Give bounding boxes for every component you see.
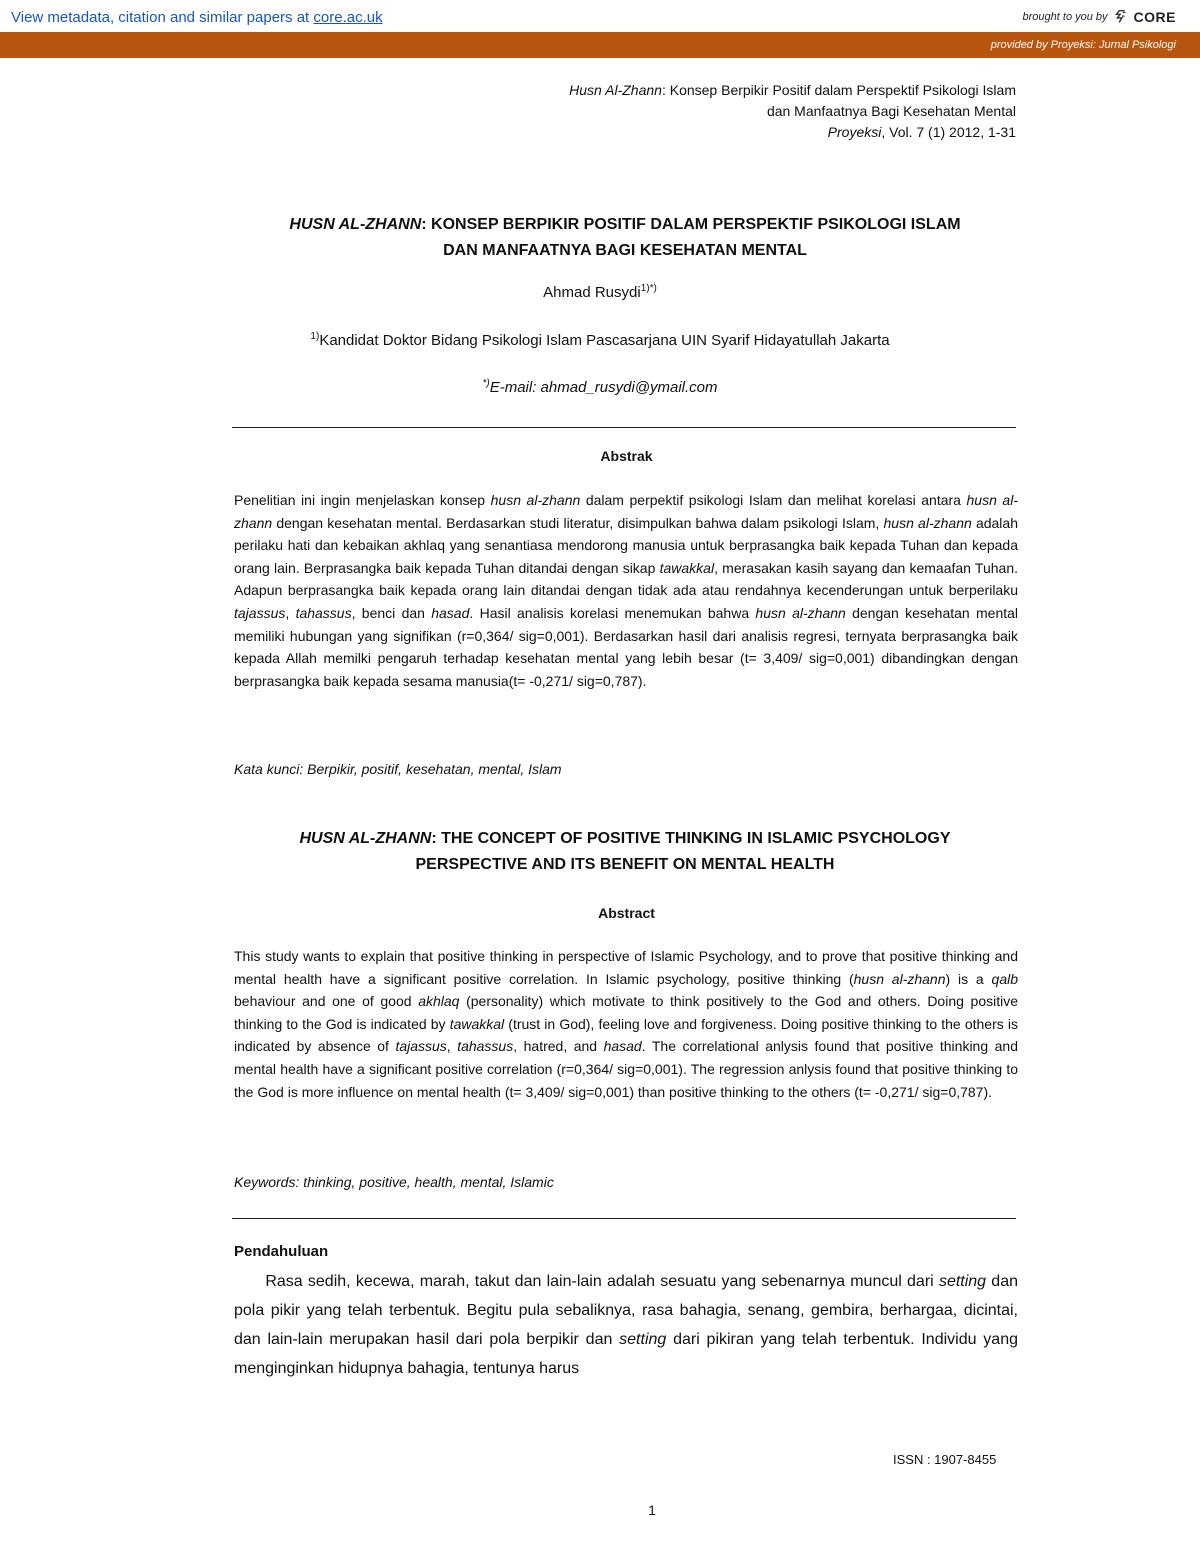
- paper-title-id: HUSN AL-ZHANN: KONSEP BERPIKIR POSITIF DALAM PERSPEKTIF PSIKOLOGI ISLAM DAN MANFAATNYA BAGI KESEHATAN MENTAL: [289, 216, 961, 259]
- core-provider-bar: [0, 32, 1200, 58]
- bottom-rule: [232, 1218, 1016, 1219]
- core-metadata-link[interactable]: View metadata, citation and similar papers at core.ac.uk: [11, 9, 383, 26]
- core-header: [0, 0, 1200, 32]
- top-rule: [232, 427, 1016, 428]
- kata-kunci: Kata kunci: Berpikir, positif, kesehatan, mental, Islam: [234, 761, 562, 777]
- issn: ISSN : 1907-8455: [893, 1452, 997, 1467]
- provided-by-text: provided by Proyeksi: Jurnal Psikologi: [990, 39, 1176, 51]
- keywords: Keywords: thinking, positive, health, mental, Islamic: [234, 1174, 554, 1190]
- affiliation: $^{1)}$Kandidat Doktor Bidang Psikologi Islam Pascasarjana UIN Syarif Hidayatullah Jakarta: [310, 331, 890, 349]
- section-heading-pendahuluan: Pendahuluan: [234, 1243, 329, 1260]
- author-email: *)E-mail: ahmad_rusydi@ymail.com: [482, 378, 718, 396]
- abstrak-body: Penelitian ini ingin menjelaskan konsep husn al-zhann dalam perpektif psikologi Islam dan melihat korelasi antara husn al-zhann dengan kesehatan mental. Berdasarkan studi literatur, disimpulkan bahwa dalam psikologi Islam, husn al-zhann adalah perilaku hati dan kebaikan akhlaq yang senantiasa mendorong manusia untuk berprasangka baik kepada Tuhan dan kepada orang lain. Berprasangka baik kepada Tuhan ditandai dengan sikap tawakkal, merasakan kasih sayang dan kemaafan Tuhan. Adapun berprasangka baik kepada orang lain ditandai dengan tidak ada atau rendahnya kecenderungan untuk berperilaku tajassus, tahassus, benci dan hasad. Hasil analisis korelasi menemukan bahwa husn al-zhann dengan kesehatan mental memiliki hubungan yang signifikan (r=0,364/ sig=0,001). Berdasarkan hasil dari analisis regresi, ternyata berprasangka baik kepada Allah memilki pengaruh terhadap kesehatan mental yang lebih besar (t= 3,409/ sig=0,001) dibandingkan dengan berprasangka baik kepada sesama manusia(t= -0,271/ sig=0,787).: [234, 492, 1019, 689]
- running-header: Husn Al-Zhann: Konsep Berpikir Positif dalam Perspektif Psikologi Islam dan Manfaatnya Bagi Kesehatan Mental Proyeksi, Vol. 7 (1) 2012, 1-31: [569, 82, 1016, 140]
- paper-title-en: HUSN AL-ZHANN: THE CONCEPT OF POSITIVE THINKING IN ISLAMIC PSYCHOLOGY PERSPECTIVE AND ITS BENEFIT ON MENTAL HEALTH: [299, 830, 951, 873]
- core-domain-link[interactable]: core.ac.uk: [313, 9, 383, 26]
- brought-by-label: brought to you by: [1022, 11, 1108, 23]
- page-number: 1: [648, 1502, 656, 1518]
- author: Ahmad Rusydi$^{1)*)}$: [543, 283, 657, 301]
- abstract-body: This study wants to explain that positive thinking in perspective of Islamic Psychology, and to prove that positive thinking and mental health have a significant positive correlation. In Islamic psychology, positive thinking (husn al-zhann) is a qalb behaviour and one of good akhlaq (personality) which motivate to think positively to the God and others. Doing positive thinking to the God is indicated by tawakkal (trust in God), feeling love and forgiveness. Doing positive thinking to the others is indicated by absence of tajassus, tahassus, hatred, and hasad. The correlational anlysis found that positive thinking and mental health have a significant positive correlation (r=0,364/ sig=0,001). The regression anlysis found that positive thinking to the God is more influence on mental health (t= 3,409/ sig=0,001) than positive thinking to the others (t= -0,271/ sig=0,787).: [234, 948, 1018, 1100]
- intro-paragraph: Rasa sedih, kecewa, marah, takut dan lain-lain adalah sesuatu yang sebenarnya muncul dari setting dan pola pikir yang telah terbentuk. Begitu pula sebaliknya, rasa bahagia, senang, gembira, berhargaa, dicintai, dan lain-lain merupakan hasil dari pola berpikir dan setting dari pikiran yang telah terbentuk. Individu yang menginginkan hidupnya bahagia, tentunya harus: [234, 1273, 1018, 1377]
- core-brand: [1023, 6, 1176, 28]
- abstract-heading: Abstract: [598, 905, 655, 921]
- core-logo-text: CORE: [1133, 9, 1176, 25]
- abstrak-heading: Abstrak: [600, 448, 653, 464]
- core-logo-icon: [1112, 8, 1130, 26]
